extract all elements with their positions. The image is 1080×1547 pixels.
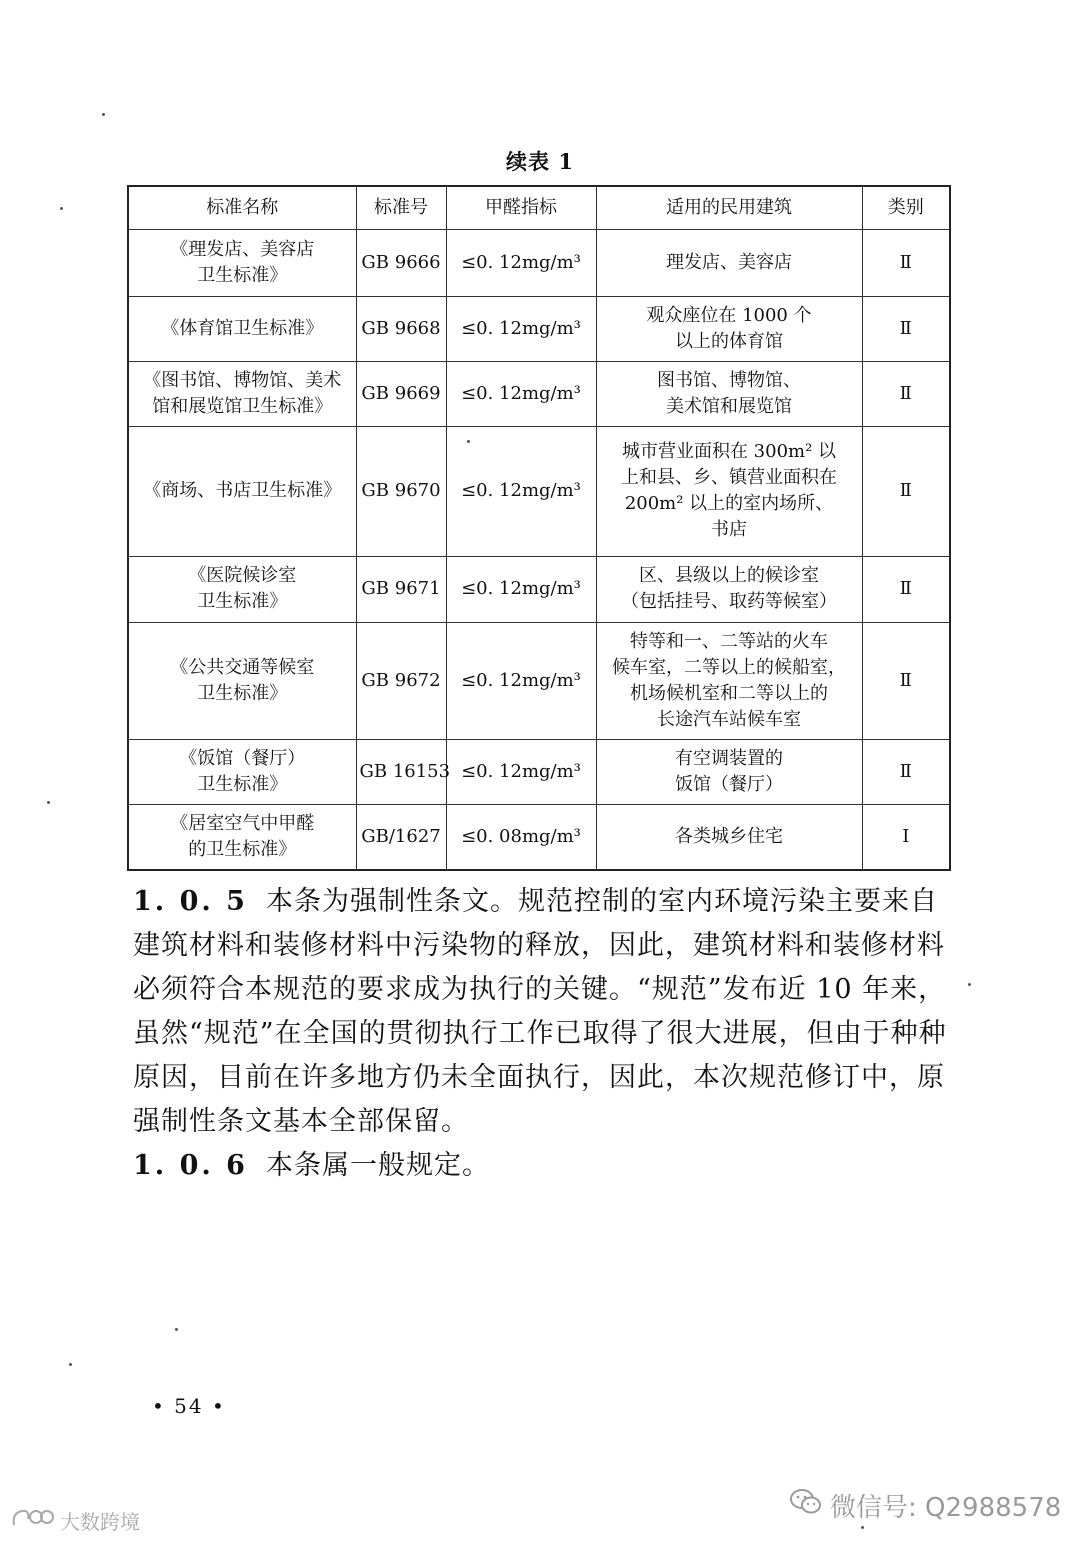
table-row	[128, 804, 950, 870]
limit-cell: ≤0. 12mg/m³	[446, 739, 596, 804]
category-cell: Ⅱ	[862, 622, 950, 739]
building-cell: 区、县级以上的候诊室 （包括挂号、取药等候室）	[596, 556, 862, 622]
table-row	[128, 556, 950, 622]
brand-watermark	[10, 1505, 140, 1536]
scan-speck	[47, 801, 50, 804]
category-cell: Ⅱ	[862, 426, 950, 556]
category-cell: Ⅱ	[862, 739, 950, 804]
clause-body: 本条属一般规定。	[265, 1150, 490, 1181]
building-cell: 理发店、美容店	[596, 229, 862, 296]
header-formaldehyde-limit: 甲醛指标	[446, 186, 596, 229]
limit-cell: ≤0. 12mg/m³	[446, 622, 596, 739]
clause-text-block	[133, 880, 953, 1188]
limit-cell: ≤0. 12mg/m³	[446, 229, 596, 296]
clause-number: 1. 0. 6	[133, 1150, 248, 1181]
building-cell: 各类城乡住宅	[596, 804, 862, 870]
category-cell: Ⅰ	[862, 804, 950, 870]
wechat-id-text: 微信号: Q2988578	[830, 1493, 1062, 1523]
scan-speck	[69, 1363, 72, 1366]
clause-number: 1. 0. 5	[133, 886, 248, 917]
category-cell: Ⅱ	[862, 556, 950, 622]
table-row	[128, 622, 950, 739]
clause-1-0-5	[133, 880, 953, 1144]
standard-name-cell: 《商场、书店卫生标准》	[128, 426, 356, 556]
standard-code-cell: GB 9672	[356, 622, 446, 739]
category-cell: Ⅱ	[862, 361, 950, 426]
standard-name-cell: 《医院候诊室 卫生标准》	[128, 556, 356, 622]
table-row	[128, 296, 950, 361]
scan-speck	[60, 207, 63, 210]
table-row	[128, 229, 950, 296]
standard-name-cell: 《理发店、美容店 卫生标准》	[128, 229, 356, 296]
standard-name-cell: 《饭馆（餐厅） 卫生标准》	[128, 739, 356, 804]
standard-code-cell: GB 9668	[356, 296, 446, 361]
category-cell: Ⅱ	[862, 229, 950, 296]
limit-cell: ≤0. 12mg/m³	[446, 361, 596, 426]
table-row	[128, 739, 950, 804]
table-row	[128, 361, 950, 426]
standard-code-cell: GB 9670	[356, 426, 446, 556]
page-number: • 54 •	[152, 1394, 226, 1418]
building-cell: 图书馆、博物馆、 美术馆和展览馆	[596, 361, 862, 426]
standard-name-cell: 《居室空气中甲醛 的卫生标准》	[128, 804, 356, 870]
standard-code-cell: GB 9671	[356, 556, 446, 622]
scan-speck	[467, 440, 470, 443]
standard-code-cell: GB 9669	[356, 361, 446, 426]
wechat-watermark	[790, 1487, 1061, 1524]
brand-logo-icon	[10, 1505, 56, 1536]
header-applicable-building: 适用的民用建筑	[596, 186, 862, 229]
building-cell: 观众座位在 1000 个 以上的体育馆	[596, 296, 862, 361]
standard-code-cell: GB 9666	[356, 229, 446, 296]
limit-cell: ≤0. 12mg/m³	[446, 296, 596, 361]
header-category: 类别	[862, 186, 950, 229]
header-standard-name: 标准名称	[128, 186, 356, 229]
standard-code-cell: GB 16153	[356, 739, 446, 804]
standard-name-cell: 《图书馆、博物馆、美术 馆和展览馆卫生标准》	[128, 361, 356, 426]
standard-code-cell: GB/1627	[356, 804, 446, 870]
clause-body: 本条为强制性条文。规范控制的室内环境污染主要来自建筑材料和装修材料中污染物的释放，因此，建筑材料和装修材料必须符合本规范的要求成为执行的关键。“规范”发布近 10 年来，虽然“规范”在全国的贯彻执行工作已取得了很大进展，但由于种种原因，目前在许多地方仍未全面执行，因此，本次规范修订中，原强制性条文基本全部保留。	[133, 886, 947, 1137]
limit-cell: ≤0. 08mg/m³	[446, 804, 596, 870]
limit-cell: ≤0. 12mg/m³	[446, 556, 596, 622]
table-caption: 续表 1	[506, 149, 574, 174]
header-standard-code: 标准号	[356, 186, 446, 229]
table-header-row	[128, 186, 950, 229]
table-row	[128, 426, 950, 556]
category-cell: Ⅱ	[862, 296, 950, 361]
standard-name-cell: 《公共交通等候室 卫生标准》	[128, 622, 356, 739]
building-cell: 城市营业面积在 300m² 以 上和县、乡、镇营业面积在 200m² 以上的室内场所、 书店	[596, 426, 862, 556]
building-cell: 特等和一、二等站的火车 候车室，二等以上的候船室， 机场候机室和二等以上的 长途汽车站候车室	[596, 622, 862, 739]
wechat-icon	[790, 1488, 822, 1523]
scan-speck	[968, 983, 971, 986]
scan-speck	[861, 1526, 864, 1529]
building-cell: 有空调装置的 饭馆（餐厅）	[596, 739, 862, 804]
scan-speck	[102, 113, 105, 116]
limit-cell: ≤0. 12mg/m³	[446, 426, 596, 556]
scan-speck	[175, 1328, 178, 1331]
clause-1-0-6	[133, 1144, 953, 1188]
brand-name-text: 大数跨境	[60, 1510, 140, 1534]
standard-name-cell: 《体育馆卫生标准》	[128, 296, 356, 361]
formaldehyde-standards-table	[127, 185, 951, 871]
